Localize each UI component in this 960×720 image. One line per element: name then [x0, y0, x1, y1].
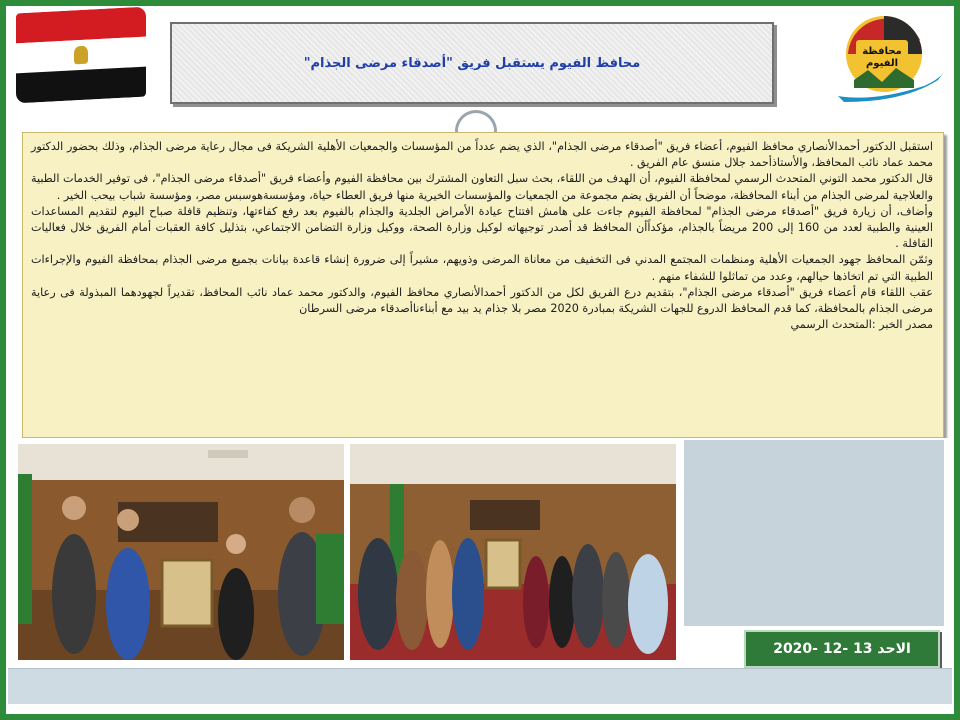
- date-badge: الاحد 13 -12 -2020: [744, 630, 940, 668]
- article-paragraph: قال الدكتور محمد التوني المتحدث الرسمي لمحافظة الفيوم، أن الهدف من اللقاء، بحث سبل التعاون المشترك بين محافظة الفيوم وأعضاء فريق "أصدقاء مرضى الجذام"، فى توفير الخدمات الطبية والعلاجية لمرضى الجذام من أبناء المحافظة، موضحاً أن الفريق يضم مجموعة من الجمعيات والمؤسسات الخيرية منها فريق العطاء حياة، ومؤسسةهوسبس مصر، ومؤسسة شباب بيحب الخير .: [31, 172, 933, 202]
- governorate-logo: [834, 10, 946, 110]
- article-body: [22, 132, 944, 438]
- svg-text:الفيوم: الفيوم: [865, 58, 899, 69]
- article-paragraph: وأضاف، أن زيارة فريق "أصدقاء مرضى الجذام" لمحافظة الفيوم جاءت على هامش افتتاح عيادة الأمراض الجلدية والجذام بالفيوم بعد رفع كفاءتها، وتنظيم قافلة صباح اليوم لتقديم المساعدات العينية والطبية لعدد من 160 إلى 200 مريضاً بالجذام، مؤكداًأن المحافظ قد أصدر توجيهاته لوكيل وزارة الصحة، ووكيل وزارة التضامن الاجتماعي، بتذليل كافة العقبات أمام الفريق خلال فعاليات القافلة .: [31, 204, 933, 251]
- side-panel: [684, 440, 944, 626]
- eagle-icon: [74, 46, 88, 65]
- page-title: محافظ الفيوم يستقبل فريق "أصدقاء مرضى الجذام": [303, 55, 641, 71]
- news-source: مصدر الخبر :المتحدث الرسمي: [790, 318, 933, 332]
- footer-bar: [8, 668, 952, 704]
- egypt-flag: [16, 7, 146, 104]
- header-banner: [170, 22, 774, 104]
- event-photo-2: [350, 444, 676, 660]
- article-paragraph: عقب اللقاء قام أعضاء فريق "أصدقاء مرضى الجذام"، بتقديم درع الفريق لكل من الدكتور أحمدالأنصاري محافظ الفيوم، والدكتور محمد عماد نائب المحافظ، تقديراً لجهودهما المبذولة فى رعاية مرضى الجذام بالمحافظة، كما قدم المحافظ الدروع للجهات الشريكة بمبادرة 2020 مصر بلا جذام يد بيد مع أبناءناأصدقاء مرضى السرطان: [31, 285, 933, 316]
- article-paragraph: وثمّن المحافظ جهود الجمعيات الأهلية ومنظمات المجتمع المدني فى التخفيف من معاناة المرضى وذويهم، مشيراً إلى ضرورة إنشاء قاعدة بيانات بجميع مرضى الجذام بمحافظة الفيوم والإجراءات الطبية التي تم اتخاذها حيالهم، وعدد من تماثلوا للشفاء منهم .: [31, 253, 933, 283]
- event-photo-1: [18, 444, 344, 660]
- svg-text:محافظة: محافظة: [862, 46, 902, 57]
- article-paragraph: استقبل الدكتور أحمدالأنصاري محافظ الفيوم، أعضاء فريق "أصدقاء مرضى الجذام"، الذي يضم عدداً من المؤسسات والجمعيات الأهلية الشريكة فى مجال رعاية مرضى الجذام، وذلك بحضور الدكتور محمد عماد نائب المحافظ، والأستاذأحمد جلال منسق عام الفريق .: [31, 140, 933, 170]
